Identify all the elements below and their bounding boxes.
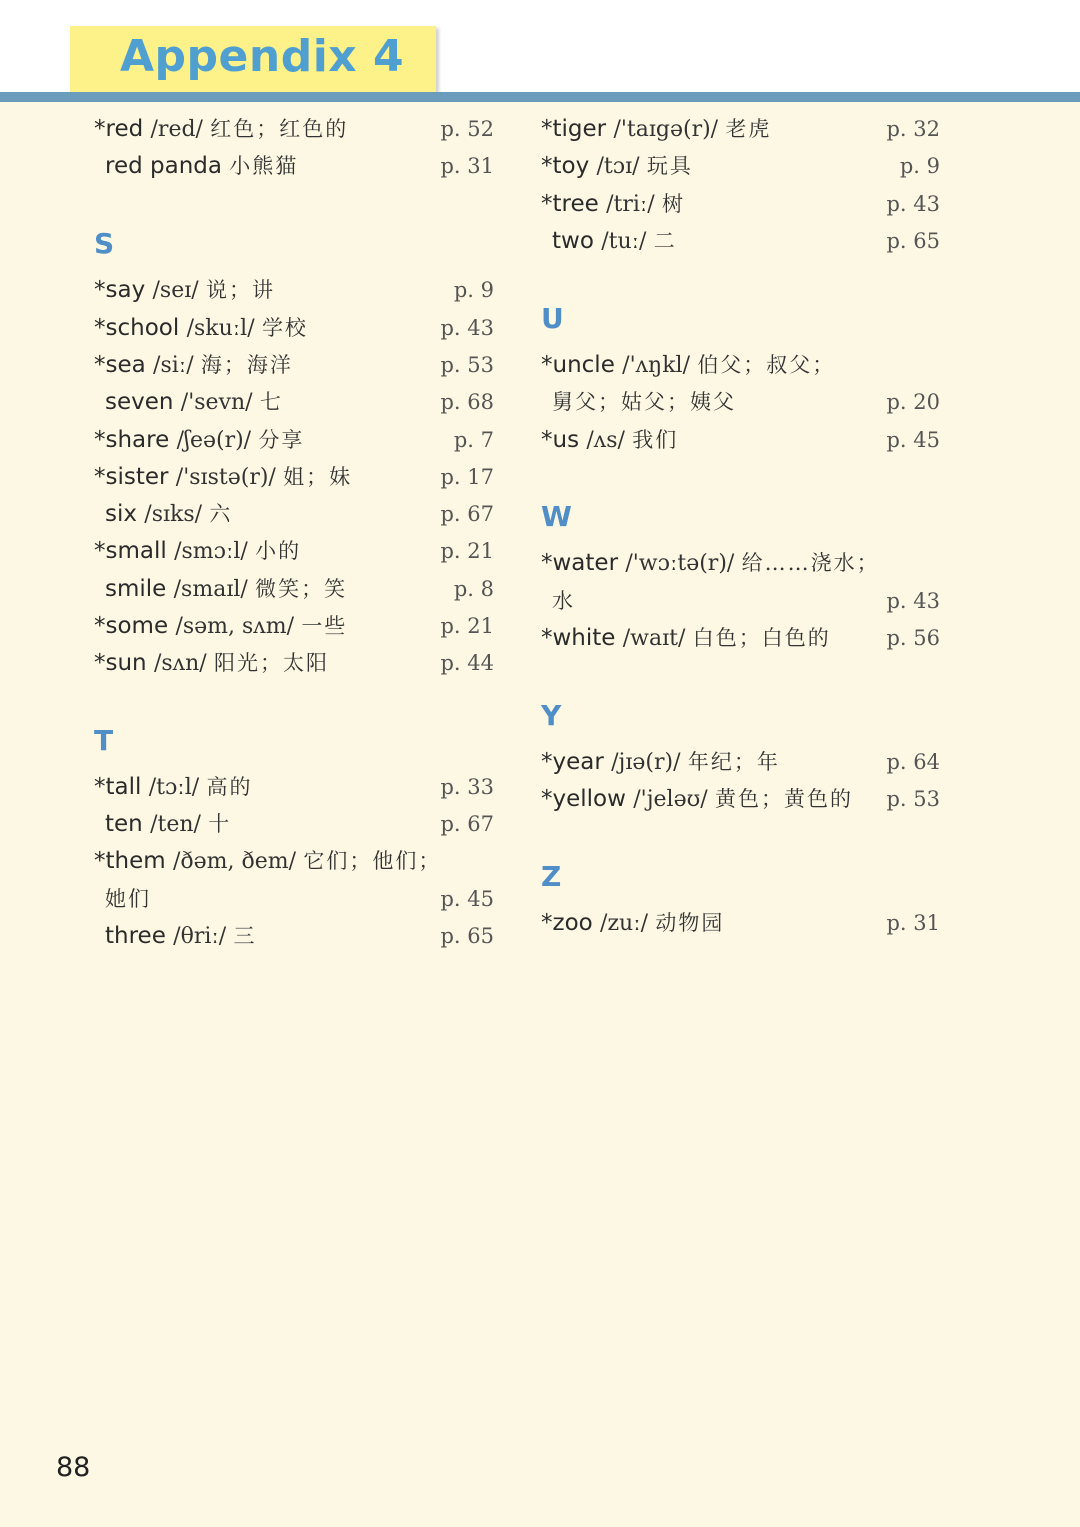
entry-page-ref: p. 20	[886, 390, 940, 414]
section-letter: Z	[541, 860, 562, 893]
entry-word: *sea	[94, 352, 146, 378]
entry-phonetic: /tuː/	[601, 229, 647, 254]
entry-page-ref: p. 32	[886, 117, 940, 141]
glossary-entry	[552, 223, 677, 260]
entry-page-ref: p. 53	[886, 787, 940, 811]
header-divider	[0, 92, 1080, 102]
entry-word: *say	[94, 277, 146, 303]
entry-word: *yellow	[541, 786, 626, 812]
title-banner	[70, 26, 436, 92]
entry-page-ref: p. 65	[440, 924, 494, 948]
entry-phonetic: /'jeləʊ/	[633, 787, 708, 812]
entry-word: seven	[105, 389, 174, 415]
entry-translation: 我们	[632, 428, 679, 452]
entry-page-ref: p. 64	[886, 750, 940, 774]
entry-phonetic: /tɔɪ/	[596, 154, 640, 179]
entry-phonetic: /seɪ/	[152, 278, 199, 303]
entry-translation: 三	[233, 924, 257, 948]
glossary-entry	[94, 645, 329, 682]
glossary-entry	[94, 769, 252, 806]
entry-page-ref: p. 31	[886, 911, 940, 935]
entry-word: *tiger	[541, 116, 607, 142]
entry-word: *sun	[94, 650, 147, 676]
entry-page-ref: p. 65	[886, 229, 940, 253]
entry-word: three	[105, 923, 166, 949]
glossary-entry	[541, 744, 780, 781]
glossary-entry	[105, 384, 283, 421]
entry-page-ref: p. 43	[886, 192, 940, 216]
entry-word: *toy	[541, 153, 590, 179]
glossary-entry	[105, 148, 298, 185]
glossary-entry	[94, 608, 347, 645]
entry-word: *tall	[94, 774, 142, 800]
entry-phonetic: /smaɪl/	[173, 577, 248, 602]
page-title: Appendix 4	[120, 31, 405, 82]
glossary-entry	[541, 347, 835, 384]
glossary-entry	[94, 310, 308, 347]
entry-phonetic: /sɪks/	[144, 502, 203, 527]
entry-phonetic: /siː/	[153, 353, 194, 378]
entry-translation: 说；讲	[206, 278, 275, 302]
entry-word: *school	[94, 315, 180, 341]
entry-translation: 伯父；叔父；	[697, 353, 836, 377]
section-letter: W	[541, 500, 572, 533]
entry-translation: 姐；妹	[283, 465, 353, 489]
entry-phonetic: /smɔːl/	[174, 539, 248, 564]
section-letter: S	[94, 227, 115, 260]
entry-phonetic: /'sevn/	[180, 390, 253, 415]
page-number: 88	[56, 1452, 91, 1483]
glossary-entry	[541, 905, 724, 942]
entry-word: *share	[94, 427, 170, 453]
glossary-entry	[541, 620, 831, 657]
entry-phonetic: /'wɔːtə(r)/	[625, 551, 735, 576]
entry-word: six	[105, 501, 137, 527]
entry-page-ref: p. 45	[886, 428, 940, 452]
entry-translation: 小的	[255, 539, 302, 563]
entry-translation: 阳光；太阳	[213, 651, 329, 675]
entry-phonetic: /səm, sʌm/	[175, 614, 294, 639]
glossary-entry	[541, 186, 685, 223]
entry-translation: 动物园	[655, 911, 725, 935]
entry-page-ref: p. 9	[899, 154, 940, 178]
entry-translation: 黄色；黄色的	[714, 787, 853, 811]
entry-word: smile	[105, 576, 167, 602]
entry-word: two	[552, 228, 594, 254]
glossary-entry	[94, 422, 304, 459]
entry-page-ref: p. 21	[440, 539, 494, 563]
glossary-entry	[552, 384, 736, 421]
entry-word: ten	[105, 811, 143, 837]
entry-translation: 二	[653, 229, 677, 253]
entry-phonetic: /waɪt/	[622, 626, 686, 651]
entry-word: *water	[541, 550, 619, 576]
entry-translation: 分享	[258, 428, 305, 452]
entry-page-ref: p. 31	[440, 154, 494, 178]
entry-word: *sister	[94, 464, 169, 490]
entry-translation: 七	[259, 390, 283, 414]
entry-translation: 十	[208, 812, 232, 836]
entry-phonetic: /ʌs/	[586, 428, 625, 453]
glossary-entry	[552, 583, 575, 620]
entry-word: *some	[94, 613, 169, 639]
glossary-entry	[94, 111, 348, 148]
entry-translation: 树	[662, 192, 686, 216]
entry-translation: 水	[552, 589, 575, 613]
entry-word: *uncle	[541, 352, 615, 378]
entry-translation: 白色；白色的	[692, 626, 831, 650]
entry-page-ref: p. 9	[453, 278, 494, 302]
glossary-entry	[94, 843, 441, 880]
entry-phonetic: /sʌn/	[153, 651, 207, 676]
entry-translation: 学校	[261, 316, 308, 340]
entry-phonetic: /red/	[150, 117, 203, 142]
entry-phonetic: /tɔːl/	[148, 775, 200, 800]
entry-word: *them	[94, 848, 166, 874]
entry-page-ref: p. 7	[453, 428, 494, 452]
glossary-entry	[541, 148, 693, 185]
entry-phonetic: /'ʌŋkl/	[622, 353, 690, 378]
section-letter: T	[94, 724, 114, 757]
entry-translation: 六	[209, 502, 233, 526]
entry-word: *zoo	[541, 910, 593, 936]
glossary-entry	[541, 781, 853, 818]
entry-phonetic: /jɪə(r)/	[611, 750, 681, 775]
entry-translation: 高的	[206, 775, 253, 799]
entry-word: *year	[541, 749, 604, 775]
entry-phonetic: /'taɪgə(r)/	[613, 117, 719, 142]
entry-word: *small	[94, 538, 167, 564]
entry-page-ref: p. 43	[886, 589, 940, 613]
glossary-entry	[541, 422, 678, 459]
entry-word: *tree	[541, 191, 599, 217]
entry-page-ref: p. 33	[440, 775, 494, 799]
entry-translation: 给……浇水；	[741, 551, 880, 575]
entry-page-ref: p. 56	[886, 626, 940, 650]
entry-translation: 一些	[301, 614, 348, 638]
entry-page-ref: p. 67	[440, 502, 494, 526]
section-letter: U	[541, 302, 564, 335]
entry-page-ref: p. 52	[440, 117, 494, 141]
entry-phonetic: /zuː/	[600, 911, 649, 936]
glossary-entry	[105, 496, 232, 533]
entry-page-ref: p. 53	[440, 353, 494, 377]
entry-word: *red	[94, 116, 144, 142]
section-letter: Y	[541, 699, 562, 732]
entry-page-ref: p. 8	[453, 577, 494, 601]
entry-page-ref: p. 45	[440, 887, 494, 911]
entry-phonetic: /'sɪstə(r)/	[175, 465, 276, 490]
entry-page-ref: p. 68	[440, 390, 494, 414]
entry-phonetic: /ðəm, ðem/	[172, 849, 297, 874]
entry-translation: 舅父；姑父；姨父	[552, 390, 736, 414]
glossary-entry	[94, 533, 301, 570]
entry-phonetic: /θriː/	[173, 924, 227, 949]
entry-page-ref: p. 21	[440, 614, 494, 638]
glossary-entry	[105, 918, 257, 955]
entry-page-ref: p. 43	[440, 316, 494, 340]
glossary-entry	[105, 571, 347, 608]
glossary-entry	[94, 459, 352, 496]
entry-phonetic: /ʃeə(r)/	[176, 428, 252, 453]
entry-translation: 老虎	[725, 117, 772, 141]
glossary-entry	[541, 545, 880, 582]
entry-page-ref: p. 67	[440, 812, 494, 836]
entry-translation: 它们；他们；	[303, 849, 442, 873]
entry-translation: 小熊猫	[229, 154, 299, 178]
entry-phonetic: /skuːl/	[186, 316, 255, 341]
entry-translation: 红色；红色的	[210, 117, 349, 141]
glossary-entry	[94, 272, 275, 309]
entry-translation: 她们	[105, 887, 151, 911]
entry-page-ref: p. 17	[440, 465, 494, 489]
glossary-entry	[541, 111, 771, 148]
entry-word: *white	[541, 625, 616, 651]
entry-page-ref: p. 44	[440, 651, 494, 675]
glossary-entry	[105, 881, 151, 918]
entry-translation: 玩具	[646, 154, 693, 178]
entry-phonetic: /ten/	[150, 812, 201, 837]
entry-translation: 年纪；年	[687, 750, 780, 774]
entry-phonetic: /triː/	[606, 192, 655, 217]
entry-translation: 微笑；笑	[255, 577, 348, 601]
entry-word: *us	[541, 427, 580, 453]
entry-translation: 海；海洋	[200, 353, 293, 377]
glossary-entry	[105, 806, 231, 843]
glossary-entry	[94, 347, 293, 384]
entry-word: red panda	[105, 153, 222, 179]
